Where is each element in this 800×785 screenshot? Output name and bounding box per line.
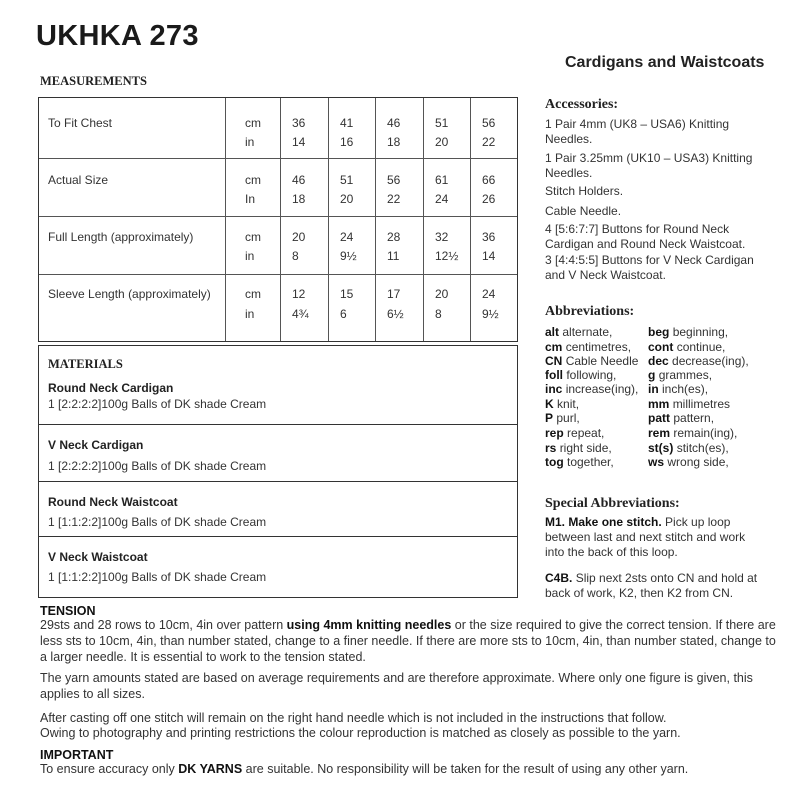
abbreviation-entry (648, 354, 749, 368)
table-divider (39, 274, 517, 275)
abbreviation-term: rs (545, 441, 557, 455)
table-cell: 16 (340, 135, 354, 149)
table-cell: 20 (435, 287, 449, 301)
table-cell: 4¾ (292, 307, 309, 321)
accessories-heading: Accessories: (545, 97, 619, 112)
abbreviation-meaning: inch(es), (662, 382, 709, 396)
abbreviation-term: K (545, 397, 554, 411)
abbreviation-entry (648, 441, 729, 455)
materials-box (38, 345, 518, 598)
abbreviation-term: beg (648, 325, 670, 339)
abbreviation-term: alt (545, 325, 560, 339)
table-divider (470, 98, 471, 341)
table-cell: 24 (482, 287, 496, 301)
abbreviation-term: dec (648, 354, 669, 368)
abbreviation-entry (545, 340, 631, 354)
abbreviation-meaning: millimetres (672, 397, 731, 411)
table-divider (39, 216, 517, 217)
unit-label: cm (245, 230, 261, 244)
unit-label: cm (245, 116, 261, 130)
accessory-item: 3 [4:4:5:5] Buttons for V Neck Cardigan and V Neck Waistcoat. (545, 253, 754, 282)
special-abbreviation-entry (545, 571, 760, 601)
table-cell: 14 (482, 249, 496, 263)
unit-label: cm (245, 287, 261, 301)
material-name: V Neck Waistcoat (48, 550, 148, 564)
abbreviation-entry (648, 397, 730, 411)
table-divider (375, 98, 376, 341)
special-abbreviation-term: C4B. (545, 571, 573, 585)
abbreviation-meaning: continue, (676, 340, 726, 354)
important-text-start: To ensure accuracy only (40, 762, 179, 776)
abbreviation-entry (545, 382, 638, 396)
unit-label: in (245, 249, 255, 263)
special-abbreviation-text: Slip next 2sts onto CN and hold at back of work, K2, then K2 from CN. (545, 571, 758, 600)
table-cell: 8 (435, 307, 442, 321)
table-cell: 24 (435, 192, 449, 206)
table-cell: 61 (435, 173, 449, 187)
abbreviation-term: P (545, 411, 554, 425)
abbreviation-meaning: following, (566, 368, 617, 382)
abbreviation-entry (648, 368, 712, 382)
table-cell: 24 (340, 230, 354, 244)
important-text (40, 761, 780, 777)
special-abbreviation-entry (545, 515, 760, 560)
abbreviation-term: CN (545, 354, 563, 368)
unit-label: in (245, 307, 255, 321)
materials-heading: MATERIALS (48, 357, 123, 371)
abbreviation-entry (545, 426, 604, 440)
abbreviation-meaning: right side, (559, 441, 612, 455)
table-cell: 15 (340, 287, 354, 301)
important-yarn-type: DK YARNS (178, 762, 243, 776)
table-cell: 51 (340, 173, 354, 187)
important-text-end: are suitable. No responsibility will be taken for the result of using any other yarn. (242, 762, 689, 776)
abbreviation-term: foll (545, 368, 563, 382)
table-cell: 46 (387, 116, 401, 130)
table-cell: 12 (292, 287, 306, 301)
document-subtitle: Cardigans and Waistcoats (565, 54, 765, 71)
abbreviation-meaning: knit, (557, 397, 580, 411)
table-cell: 22 (482, 135, 496, 149)
abbreviation-meaning: stitch(es), (676, 441, 729, 455)
abbreviation-term: inc (545, 382, 563, 396)
table-cell: 28 (387, 230, 401, 244)
special-abbreviation-term: M1. Make one stitch. (545, 515, 662, 529)
tension-needle-size: using 4mm knitting needles (286, 618, 452, 632)
material-quantity: 1 [1:1:2:2]100g Balls of DK shade Cream (48, 570, 267, 584)
row-label: Full Length (approximately) (48, 230, 194, 244)
material-name: Round Neck Waistcoat (48, 495, 178, 509)
table-cell: 14 (292, 135, 306, 149)
abbreviation-term: rem (648, 426, 671, 440)
row-label: Actual Size (48, 173, 109, 187)
material-quantity: 1 [2:2:2:2]100g Balls of DK shade Cream (48, 397, 267, 411)
abbreviation-entry (648, 340, 725, 354)
abbreviation-meaning: alternate, (562, 325, 613, 339)
abbreviation-entry (545, 411, 580, 425)
abbreviation-term: cm (545, 340, 563, 354)
abbreviation-meaning: wrong side, (667, 455, 729, 469)
divider (39, 481, 517, 482)
abbreviation-entry (648, 382, 708, 396)
table-cell: 22 (387, 192, 401, 206)
abbreviation-meaning: centimetres, (565, 340, 632, 354)
table-cell: 18 (292, 192, 306, 206)
table-cell: 6 (340, 307, 347, 321)
special-abbreviations-heading: Special Abbreviations: (545, 496, 680, 511)
abbreviation-entry (648, 455, 729, 469)
abbreviation-meaning: increase(ing), (565, 382, 639, 396)
table-cell: 32 (435, 230, 449, 244)
table-cell: 8 (292, 249, 299, 263)
table-divider (39, 158, 517, 159)
important-heading: IMPORTANT (40, 748, 114, 762)
table-cell: 6½ (387, 307, 404, 321)
material-quantity: 1 [1:1:2:2]100g Balls of DK shade Cream (48, 515, 267, 529)
table-cell: 56 (482, 116, 496, 130)
tension-heading: TENSION (40, 604, 96, 618)
material-name: V Neck Cardigan (48, 438, 144, 452)
abbreviation-meaning: decrease(ing), (672, 354, 749, 368)
abbreviation-meaning: purl, (556, 411, 580, 425)
unit-label: in (245, 135, 255, 149)
accessory-item: Cable Needle. (545, 204, 622, 218)
abbreviation-term: cont (648, 340, 674, 354)
table-cell: 17 (387, 287, 401, 301)
table-cell: 20 (435, 135, 449, 149)
table-divider (328, 98, 329, 341)
material-name: Round Neck Cardigan (48, 381, 174, 395)
measurements-table (38, 97, 518, 342)
accessory-item: 4 [5:6:7:7] Buttons for Round Neck Cardigan and Round Neck Waistcoat. (545, 222, 746, 251)
accessory-item: 1 Pair 4mm (UK8 – USA6) Knitting Needles. (545, 117, 730, 146)
table-divider (423, 98, 424, 341)
table-cell: 20 (292, 230, 306, 244)
table-cell: 18 (387, 135, 401, 149)
abbreviation-term: mm (648, 397, 670, 411)
row-label: Sleeve Length (approximately) (48, 287, 211, 301)
table-cell: 66 (482, 173, 496, 187)
abbreviation-entry (648, 426, 737, 440)
casting-off-note: After casting off one stitch will remain on the right hand needle which is not included in the instructions that follow. (40, 711, 667, 725)
table-cell: 20 (340, 192, 354, 206)
table-cell: 41 (340, 116, 354, 130)
unit-label: cm (245, 173, 261, 187)
abbreviation-entry (545, 455, 614, 469)
material-quantity: 1 [2:2:2:2]100g Balls of DK shade Cream (48, 459, 267, 473)
abbreviation-meaning: remain(ing), (673, 426, 738, 440)
colour-note: Owing to photography and printing restrictions the colour reproduction is matched as closely as possible to the yarn. (40, 726, 681, 740)
abbreviation-entry (648, 325, 728, 339)
abbreviation-term: tog (545, 455, 564, 469)
abbreviation-entry (545, 441, 612, 455)
abbreviation-term: ws (648, 455, 665, 469)
table-cell: 26 (482, 192, 496, 206)
table-cell: 9½ (482, 307, 499, 321)
abbreviations-heading: Abbreviations: (545, 304, 635, 319)
table-cell: 36 (482, 230, 496, 244)
abbreviation-term: in (648, 382, 659, 396)
row-label: To Fit Chest (48, 116, 113, 130)
abbreviation-entry (648, 411, 714, 425)
abbreviation-entry (545, 368, 616, 382)
table-divider (225, 98, 226, 341)
divider (39, 536, 517, 537)
special-abbreviation-text: Pick up loop between last and next stitch and work into the back of this loop. (545, 515, 746, 559)
unit-label: In (245, 192, 256, 206)
table-cell: 46 (292, 173, 306, 187)
measurements-heading: MEASUREMENTS (40, 74, 147, 88)
abbreviation-entry (545, 397, 579, 411)
abbreviation-term: rep (545, 426, 564, 440)
table-divider (280, 98, 281, 341)
abbreviation-meaning: repeat, (567, 426, 605, 440)
table-cell: 51 (435, 116, 449, 130)
divider (39, 424, 517, 425)
document-title: UKHKA 273 (36, 20, 199, 52)
abbreviation-meaning: grammes, (658, 368, 713, 382)
abbreviation-term: st(s) (648, 441, 674, 455)
abbreviation-entry (545, 325, 612, 339)
table-cell: 36 (292, 116, 306, 130)
table-cell: 9½ (340, 249, 357, 263)
table-cell: 56 (387, 173, 401, 187)
table-cell: 12½ (435, 249, 459, 263)
tension-text-start: 29sts and 28 rows to 10cm, 4in over pattern (40, 618, 287, 632)
accessory-item: 1 Pair 3.25mm (UK10 – USA3) Knitting Needles. (545, 151, 753, 180)
abbreviation-term: g (648, 368, 656, 382)
tension-text (40, 617, 780, 665)
accessory-item: Stitch Holders. (545, 184, 624, 198)
yarn-note: The yarn amounts stated are based on average requirements and are therefore approximate. Where only one figure is given, this applies to all sizes. (40, 671, 753, 701)
abbreviation-meaning: pattern, (673, 411, 715, 425)
tension-text-end: or the size required to give the correct tension. If there are less sts to 10cm, 4in, than number stated, change to a finer needle. If there are more sts to 10cm, 4in, than number stated, change to a larger needle. It is essential to work to the tension stated. (40, 618, 776, 664)
abbreviation-meaning: Cable Needle (565, 354, 639, 368)
table-cell: 11 (387, 249, 400, 263)
abbreviation-meaning: beginning, (672, 325, 729, 339)
abbreviation-meaning: together, (567, 455, 614, 469)
abbreviation-entry (545, 354, 638, 368)
abbreviation-term: patt (648, 411, 670, 425)
